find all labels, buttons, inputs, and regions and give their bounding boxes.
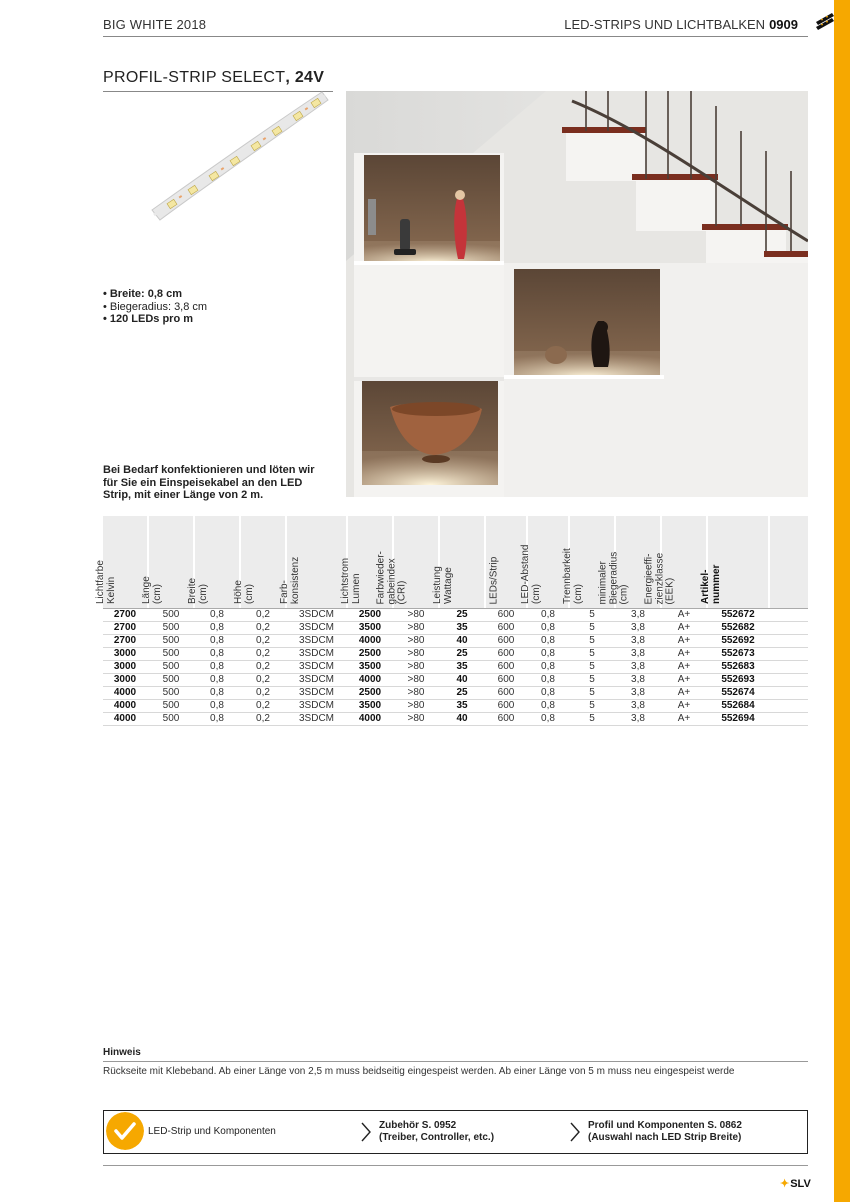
section-name: LED-STRIPS UND LICHTBALKEN [564, 17, 766, 32]
table-row [103, 687, 808, 700]
nav-link-line: (Treiber, Controller, etc.) [379, 1132, 495, 1143]
table-cell: 552692 [721, 635, 755, 646]
feature-item: • 120 LEDs pro m [103, 313, 207, 326]
header-wattage [432, 516, 484, 608]
table-cell: 3SDCM [298, 687, 334, 698]
table-cell: 35 [456, 661, 468, 672]
table-cell: 5 [589, 622, 595, 633]
table-cell: 600 [497, 622, 515, 633]
feature-item: • Breite: 0,8 cm [103, 288, 207, 301]
table-cell: 2500 [358, 609, 382, 620]
table-cell: 2700 [113, 635, 137, 646]
table-cell: 0,2 [256, 674, 270, 685]
header-label: Trennbarkeit (cm) [562, 548, 584, 604]
nav-link-line: Profil und Komponenten S. 0862 [588, 1120, 742, 1131]
table-cell: 5 [589, 609, 595, 620]
table-cell: 0,8 [210, 700, 224, 711]
table-cell: 0,8 [210, 661, 224, 672]
table-row [103, 609, 808, 622]
table-cell: 4000 [113, 687, 137, 698]
table-cell: >80 [407, 700, 425, 711]
table-cell: 0,8 [541, 700, 555, 711]
header-color-consistency [279, 516, 346, 608]
table-cell: 3SDCM [298, 609, 334, 620]
table-cell: 3000 [113, 674, 137, 685]
table-cell: 0,2 [256, 661, 270, 672]
header-label: LED-Abstand (cm) [520, 544, 542, 604]
product-table [95, 516, 808, 726]
table-cell: 3SDCM [298, 635, 334, 646]
table-cell: 3SDCM [298, 713, 334, 724]
table-row [103, 713, 808, 726]
table-cell: 0,8 [541, 635, 555, 646]
table-cell: 0,2 [256, 635, 270, 646]
table-cell: 5 [589, 674, 595, 685]
header-label: minimaler Biegeradius (cm) [597, 551, 630, 604]
table-cell: 3,8 [631, 648, 645, 659]
brand-name: SLV [790, 1178, 811, 1190]
table-cell: 5 [589, 661, 595, 672]
table-cell: 25 [456, 648, 468, 659]
table-cell: 2700 [113, 622, 137, 633]
chevron-right-icon [569, 1121, 581, 1148]
table-row [103, 700, 808, 713]
table-cell: 500 [162, 648, 180, 659]
table-cell: 0,2 [256, 648, 270, 659]
table-cell: A+ [677, 674, 691, 685]
staircase-shelf-photo [346, 91, 808, 497]
header-label: LEDs/Strip [488, 556, 500, 604]
table-cell: 0,2 [256, 609, 270, 620]
table-cell: 500 [162, 687, 180, 698]
nav-link-accessories[interactable] [379, 1120, 494, 1144]
table-cell: 35 [456, 622, 468, 633]
table-cell: 3500 [358, 700, 382, 711]
table-cell: 3000 [113, 648, 137, 659]
table-cell: 4000 [358, 635, 382, 646]
header-label: Lichtfarbe Kelvin [95, 560, 117, 604]
table-cell: 5 [589, 713, 595, 724]
table-row [103, 648, 808, 661]
table-cell: 3SDCM [298, 700, 334, 711]
table-cell: 3,8 [631, 622, 645, 633]
cable-note: Bei Bedarf konfektionieren und löten wir für Sie ein Einspeisekabel an den LED Strip, mit einer Länge von 2 m. [103, 464, 315, 501]
feature-item: • Biegeradius: 3,8 cm [103, 301, 207, 314]
header-label: Energieeffi- zienzklasse (EEK) [643, 552, 676, 604]
table-cell: 500 [162, 713, 180, 724]
led-strip-product-image [150, 88, 330, 228]
table-header [95, 516, 808, 609]
table-cell: 2700 [113, 609, 137, 620]
table-body [103, 609, 808, 726]
table-cell: 3,8 [631, 687, 645, 698]
table-cell: A+ [677, 622, 691, 633]
table-cell: 3,8 [631, 609, 645, 620]
table-cell: 5 [589, 648, 595, 659]
table-cell: 3SDCM [298, 661, 334, 672]
table-cell: 500 [162, 622, 180, 633]
table-cell: 3,8 [631, 700, 645, 711]
header-empty [770, 516, 808, 608]
table-cell: 0,8 [210, 687, 224, 698]
table-cell: 2500 [358, 687, 382, 698]
table-cell: 0,8 [210, 635, 224, 646]
product-voltage: , 24V [285, 69, 325, 86]
table-cell: 600 [497, 674, 515, 685]
header-label: Länge (cm) [141, 576, 163, 604]
table-cell: 2500 [358, 648, 382, 659]
hint-title: Hinweis [103, 1047, 141, 1058]
header-divider [103, 36, 808, 37]
table-cell: A+ [677, 687, 691, 698]
table-cell: 600 [497, 648, 515, 659]
table-cell: 0,8 [210, 622, 224, 633]
table-cell: 500 [162, 635, 180, 646]
table-cell: 3,8 [631, 713, 645, 724]
table-row [103, 635, 808, 648]
table-cell: A+ [677, 609, 691, 620]
table-cell: >80 [407, 648, 425, 659]
table-cell: 5 [589, 635, 595, 646]
header-label: Farb- konsistenz [279, 556, 301, 604]
checkmark-icon [106, 1112, 144, 1150]
table-cell: 552683 [721, 661, 755, 672]
table-cell: 500 [162, 674, 180, 685]
table-cell: >80 [407, 661, 425, 672]
table-cell: >80 [407, 622, 425, 633]
product-title [103, 69, 324, 87]
table-cell: 3,8 [631, 661, 645, 672]
table-cell: 552682 [721, 622, 755, 633]
table-cell: 600 [497, 687, 515, 698]
section-title [564, 17, 798, 32]
page-number: 0909 [769, 17, 798, 32]
table-cell: >80 [407, 674, 425, 685]
header-label: Farbwieder- gabeindex (CRI) [375, 550, 408, 604]
table-cell: 3500 [358, 661, 382, 672]
table-cell: 4000 [113, 713, 137, 724]
table-cell: 552673 [721, 648, 755, 659]
nav-link-line: Zubehör S. 0952 [379, 1120, 457, 1131]
table-row [103, 622, 808, 635]
product-name: PROFIL-STRIP SELECT [103, 69, 286, 86]
table-cell: A+ [677, 648, 691, 659]
table-cell: 4000 [358, 713, 382, 724]
header-article-number [700, 516, 768, 608]
nav-link-profiles[interactable] [588, 1120, 742, 1144]
table-cell: 3,8 [631, 635, 645, 646]
table-cell: 0,2 [256, 713, 270, 724]
feature-list [103, 288, 207, 326]
table-cell: 40 [456, 635, 468, 646]
table-cell: 600 [497, 713, 515, 724]
header-label: Höhe (cm) [233, 580, 255, 604]
table-cell: A+ [677, 700, 691, 711]
table-cell: 500 [162, 609, 180, 620]
table-cell: 552674 [721, 687, 755, 698]
table-cell: 552684 [721, 700, 755, 711]
table-cell: 3SDCM [298, 622, 334, 633]
header-label: Artikel- nummer [700, 564, 722, 604]
table-cell: 0,2 [256, 700, 270, 711]
table-cell: 3,8 [631, 674, 645, 685]
table-cell: 552672 [721, 609, 755, 620]
table-cell: 552694 [721, 713, 755, 724]
nav-current-section: LED-Strip und Komponenten [148, 1126, 276, 1137]
hint-divider [103, 1061, 808, 1062]
table-cell: 600 [497, 661, 515, 672]
table-cell: 5 [589, 700, 595, 711]
table-cell: A+ [677, 713, 691, 724]
header-label: Leistung Wattage [432, 566, 454, 604]
table-cell: 500 [162, 661, 180, 672]
table-cell: 600 [497, 609, 515, 620]
table-cell: >80 [407, 635, 425, 646]
table-cell: 600 [497, 700, 515, 711]
table-cell: 5 [589, 687, 595, 698]
table-cell: 0,8 [210, 609, 224, 620]
table-cell: >80 [407, 687, 425, 698]
brand-logo [780, 1177, 811, 1190]
table-cell: A+ [677, 635, 691, 646]
table-cell: 0,8 [541, 622, 555, 633]
header-label: Breite (cm) [187, 577, 209, 604]
table-row [103, 661, 808, 674]
table-cell: 500 [162, 700, 180, 711]
catalog-title: BIG WHITE 2018 [103, 17, 207, 32]
header-label: Lichtstrom Lumen [340, 557, 362, 604]
table-cell: >80 [407, 609, 425, 620]
led-strip-icon [814, 10, 836, 32]
table-cell: 4000 [358, 674, 382, 685]
table-cell: 552693 [721, 674, 755, 685]
table-cell: 4000 [113, 700, 137, 711]
table-cell: 40 [456, 713, 468, 724]
table-cell: 0,8 [541, 661, 555, 672]
table-cell: 25 [456, 609, 468, 620]
nav-link-line: (Auswahl nach LED Strip Breite) [588, 1132, 742, 1143]
table-cell: 600 [497, 635, 515, 646]
footer-divider [103, 1165, 808, 1166]
table-cell: 0,8 [541, 648, 555, 659]
table-row [103, 674, 808, 687]
spark-icon: ✦ [780, 1178, 790, 1190]
table-cell: 0,8 [541, 674, 555, 685]
table-cell: 3000 [113, 661, 137, 672]
table-cell: A+ [677, 661, 691, 672]
table-cell: 0,8 [210, 674, 224, 685]
table-cell: 25 [456, 687, 468, 698]
table-cell: 0,8 [541, 609, 555, 620]
table-cell: 0,8 [210, 713, 224, 724]
table-cell: 3500 [358, 622, 382, 633]
chapter-color-bar [834, 0, 850, 1202]
table-cell: 0,8 [541, 687, 555, 698]
table-cell: 3SDCM [298, 674, 334, 685]
table-cell: 35 [456, 700, 468, 711]
table-cell: 0,8 [210, 648, 224, 659]
table-cell: 0,2 [256, 622, 270, 633]
table-cell: 0,8 [541, 713, 555, 724]
table-cell: >80 [407, 713, 425, 724]
table-cell: 40 [456, 674, 468, 685]
hint-text: Rückseite mit Klebeband. Ab einer Länge von 2,5 m muss beidseitig eingespeist werden. Ab einer Länge von 5 m muss neu eingespeist werde [103, 1066, 735, 1077]
chevron-right-icon [360, 1121, 372, 1148]
table-cell: 0,2 [256, 687, 270, 698]
table-cell: 3SDCM [298, 648, 334, 659]
